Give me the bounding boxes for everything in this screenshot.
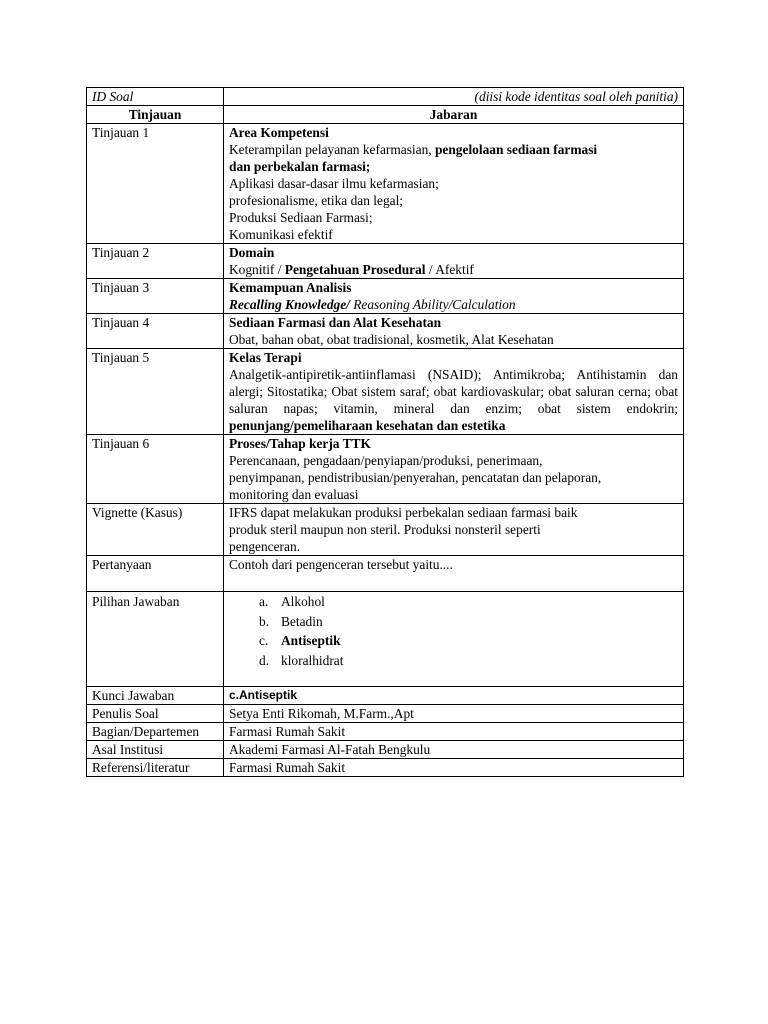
tinjauan-6-content [224, 435, 684, 504]
option-letter: c. [259, 633, 269, 648]
referensi-row [87, 759, 684, 777]
vignette-label: Vignette (Kasus) [87, 504, 224, 556]
kemampuan-analisis-text [229, 296, 678, 313]
pilihan-row [87, 592, 684, 687]
pertanyaan-label: Pertanyaan [87, 556, 224, 592]
pertanyaan-text: Contoh dari pengenceran tersebut yaitu.... [224, 556, 684, 592]
header-row [87, 106, 684, 124]
area-kompetensi-title: Area Kompetensi [229, 125, 329, 140]
pilihan-label: Pilihan Jawaban [87, 592, 224, 687]
vignette-row [87, 504, 684, 556]
bagian-label: Bagian/Departemen [87, 723, 224, 741]
option-a [259, 592, 678, 612]
tinjauan-1-label: Tinjauan 1 [87, 124, 224, 244]
referensi-label: Referensi/literatur [87, 759, 224, 777]
penulis-value: Setya Enti Rikomah, M.Farm.,Apt [224, 705, 684, 723]
domain-afektif: / Afektif [425, 262, 474, 277]
tinjauan-6-row [87, 435, 684, 504]
kelas-terapi-list: Analgetik-antipiretik-antiinflamasi (NSAID); Antimikroba; Antihistamin dan alergi; Sitostatika; Obat sistem saraf; obat kardiovaskular; obat saluran cerna; obat saluran napas; vitamin, mineral dan enzim; obat sistem endokrin; [229, 367, 678, 416]
vignette-line-1: IFRS dapat melakukan produksi perbekalan sediaan farmasi baik [229, 505, 578, 520]
asal-row [87, 741, 684, 759]
proses-line-3: monitoring dan evaluasi [229, 487, 359, 502]
line-bold-text: pengelolaan sediaan farmasi [434, 142, 598, 157]
domain-prosedural: Pengetahuan Prosedural [284, 262, 426, 277]
tinjauan-4-content [224, 314, 684, 349]
option-text: Betadin [281, 613, 323, 629]
tinjauan-2-row [87, 244, 684, 279]
pertanyaan-row [87, 556, 684, 592]
tinjauan-3-label: Tinjauan 3 [87, 279, 224, 314]
tinjauan-2-label: Tinjauan 2 [87, 244, 224, 279]
options-list [229, 592, 678, 670]
tinjauan-2-content [224, 244, 684, 279]
reasoning-ability: Reasoning Ability/Calculation [349, 297, 516, 312]
referensi-value: Farmasi Rumah Sakit [224, 759, 684, 777]
tinjauan-3-row [87, 279, 684, 314]
tinjauan-1-content [224, 124, 684, 244]
vignette-line-2: produk steril maupun non steril. Produksi nonsteril seperti [229, 522, 541, 537]
tinjauan-4-label: Tinjauan 4 [87, 314, 224, 349]
area-kompetensi-line-3: Aplikasi dasar-dasar ilmu kefarmasian; [229, 176, 439, 191]
tinjauan-4-row [87, 314, 684, 349]
sediaan-title: Sediaan Farmasi dan Alat Kesehatan [229, 315, 442, 330]
vignette-line-3: pengenceran. [229, 539, 301, 554]
id-soal-row [87, 88, 684, 106]
kelas-terapi-text [229, 366, 678, 434]
domain-text [229, 261, 678, 278]
tinjauan-3-content [224, 279, 684, 314]
option-c [259, 631, 678, 651]
asal-value: Akademi Farmasi Al-Fatah Bengkulu [224, 741, 684, 759]
vignette-content [224, 504, 684, 556]
id-soal-label: ID Soal [87, 88, 224, 106]
bagian-value: Farmasi Rumah Sakit [224, 723, 684, 741]
area-kompetensi-line-5: Produksi Sediaan Farmasi; [229, 210, 373, 225]
penulis-label: Penulis Soal [87, 705, 224, 723]
option-b [259, 612, 678, 632]
option-letter: a. [259, 594, 269, 609]
kelas-terapi-title: Kelas Terapi [229, 350, 302, 365]
proses-title: Proses/Tahap kerja TTK [229, 436, 371, 451]
kunci-value: c.Antiseptik [224, 687, 684, 705]
option-letter: b. [259, 613, 270, 629]
option-text: kloralhidrat [281, 652, 344, 668]
line-text: Keterampilan pelayanan kefarmasian, [229, 142, 435, 157]
proses-line-2: penyimpanan, pendistribusian/penyerahan, pencatatan dan pelaporan, [229, 470, 602, 485]
id-soal-note: (diisi kode identitas soal oleh panitia) [224, 88, 684, 106]
tinjauan-5-row [87, 349, 684, 435]
penulis-row [87, 705, 684, 723]
header-jabaran: Jabaran [224, 106, 684, 124]
bagian-row [87, 723, 684, 741]
area-kompetensi-line-2: dan perbekalan farmasi; [229, 159, 371, 174]
option-letter: d. [259, 652, 270, 668]
domain-title: Domain [229, 245, 275, 260]
option-text: Antiseptik [281, 633, 341, 648]
kunci-row [87, 687, 684, 705]
recalling-knowledge: Recalling Knowledge/ [229, 297, 350, 312]
question-table [86, 87, 684, 777]
tinjauan-1-row [87, 124, 684, 244]
proses-line-1: Perencanaan, pengadaan/penyiapan/produksi, penerimaan, [229, 453, 543, 468]
kelas-terapi-bold: penunjang/pemeliharaan kesehatan dan estetika [229, 418, 506, 433]
tinjauan-5-label: Tinjauan 5 [87, 349, 224, 435]
sediaan-text: Obat, bahan obat, obat tradisional, kosmetik, Alat Kesehatan [229, 332, 554, 347]
tinjauan-6-label: Tinjauan 6 [87, 435, 224, 504]
area-kompetensi-line-1 [229, 141, 678, 158]
asal-label: Asal Institusi [87, 741, 224, 759]
option-d [259, 651, 678, 671]
domain-kognitif: Kognitif / [229, 262, 285, 277]
kunci-label: Kunci Jawaban [87, 687, 224, 705]
area-kompetensi-line-6: Komunikasi efektif [229, 227, 333, 242]
tinjauan-5-content [224, 349, 684, 435]
kemampuan-analisis-title: Kemampuan Analisis [229, 280, 352, 295]
area-kompetensi-line-4: profesionalisme, etika dan legal; [229, 193, 404, 208]
option-text: Alkohol [281, 594, 325, 609]
header-tinjauan: Tinjauan [87, 106, 224, 124]
pilihan-content [224, 592, 684, 687]
